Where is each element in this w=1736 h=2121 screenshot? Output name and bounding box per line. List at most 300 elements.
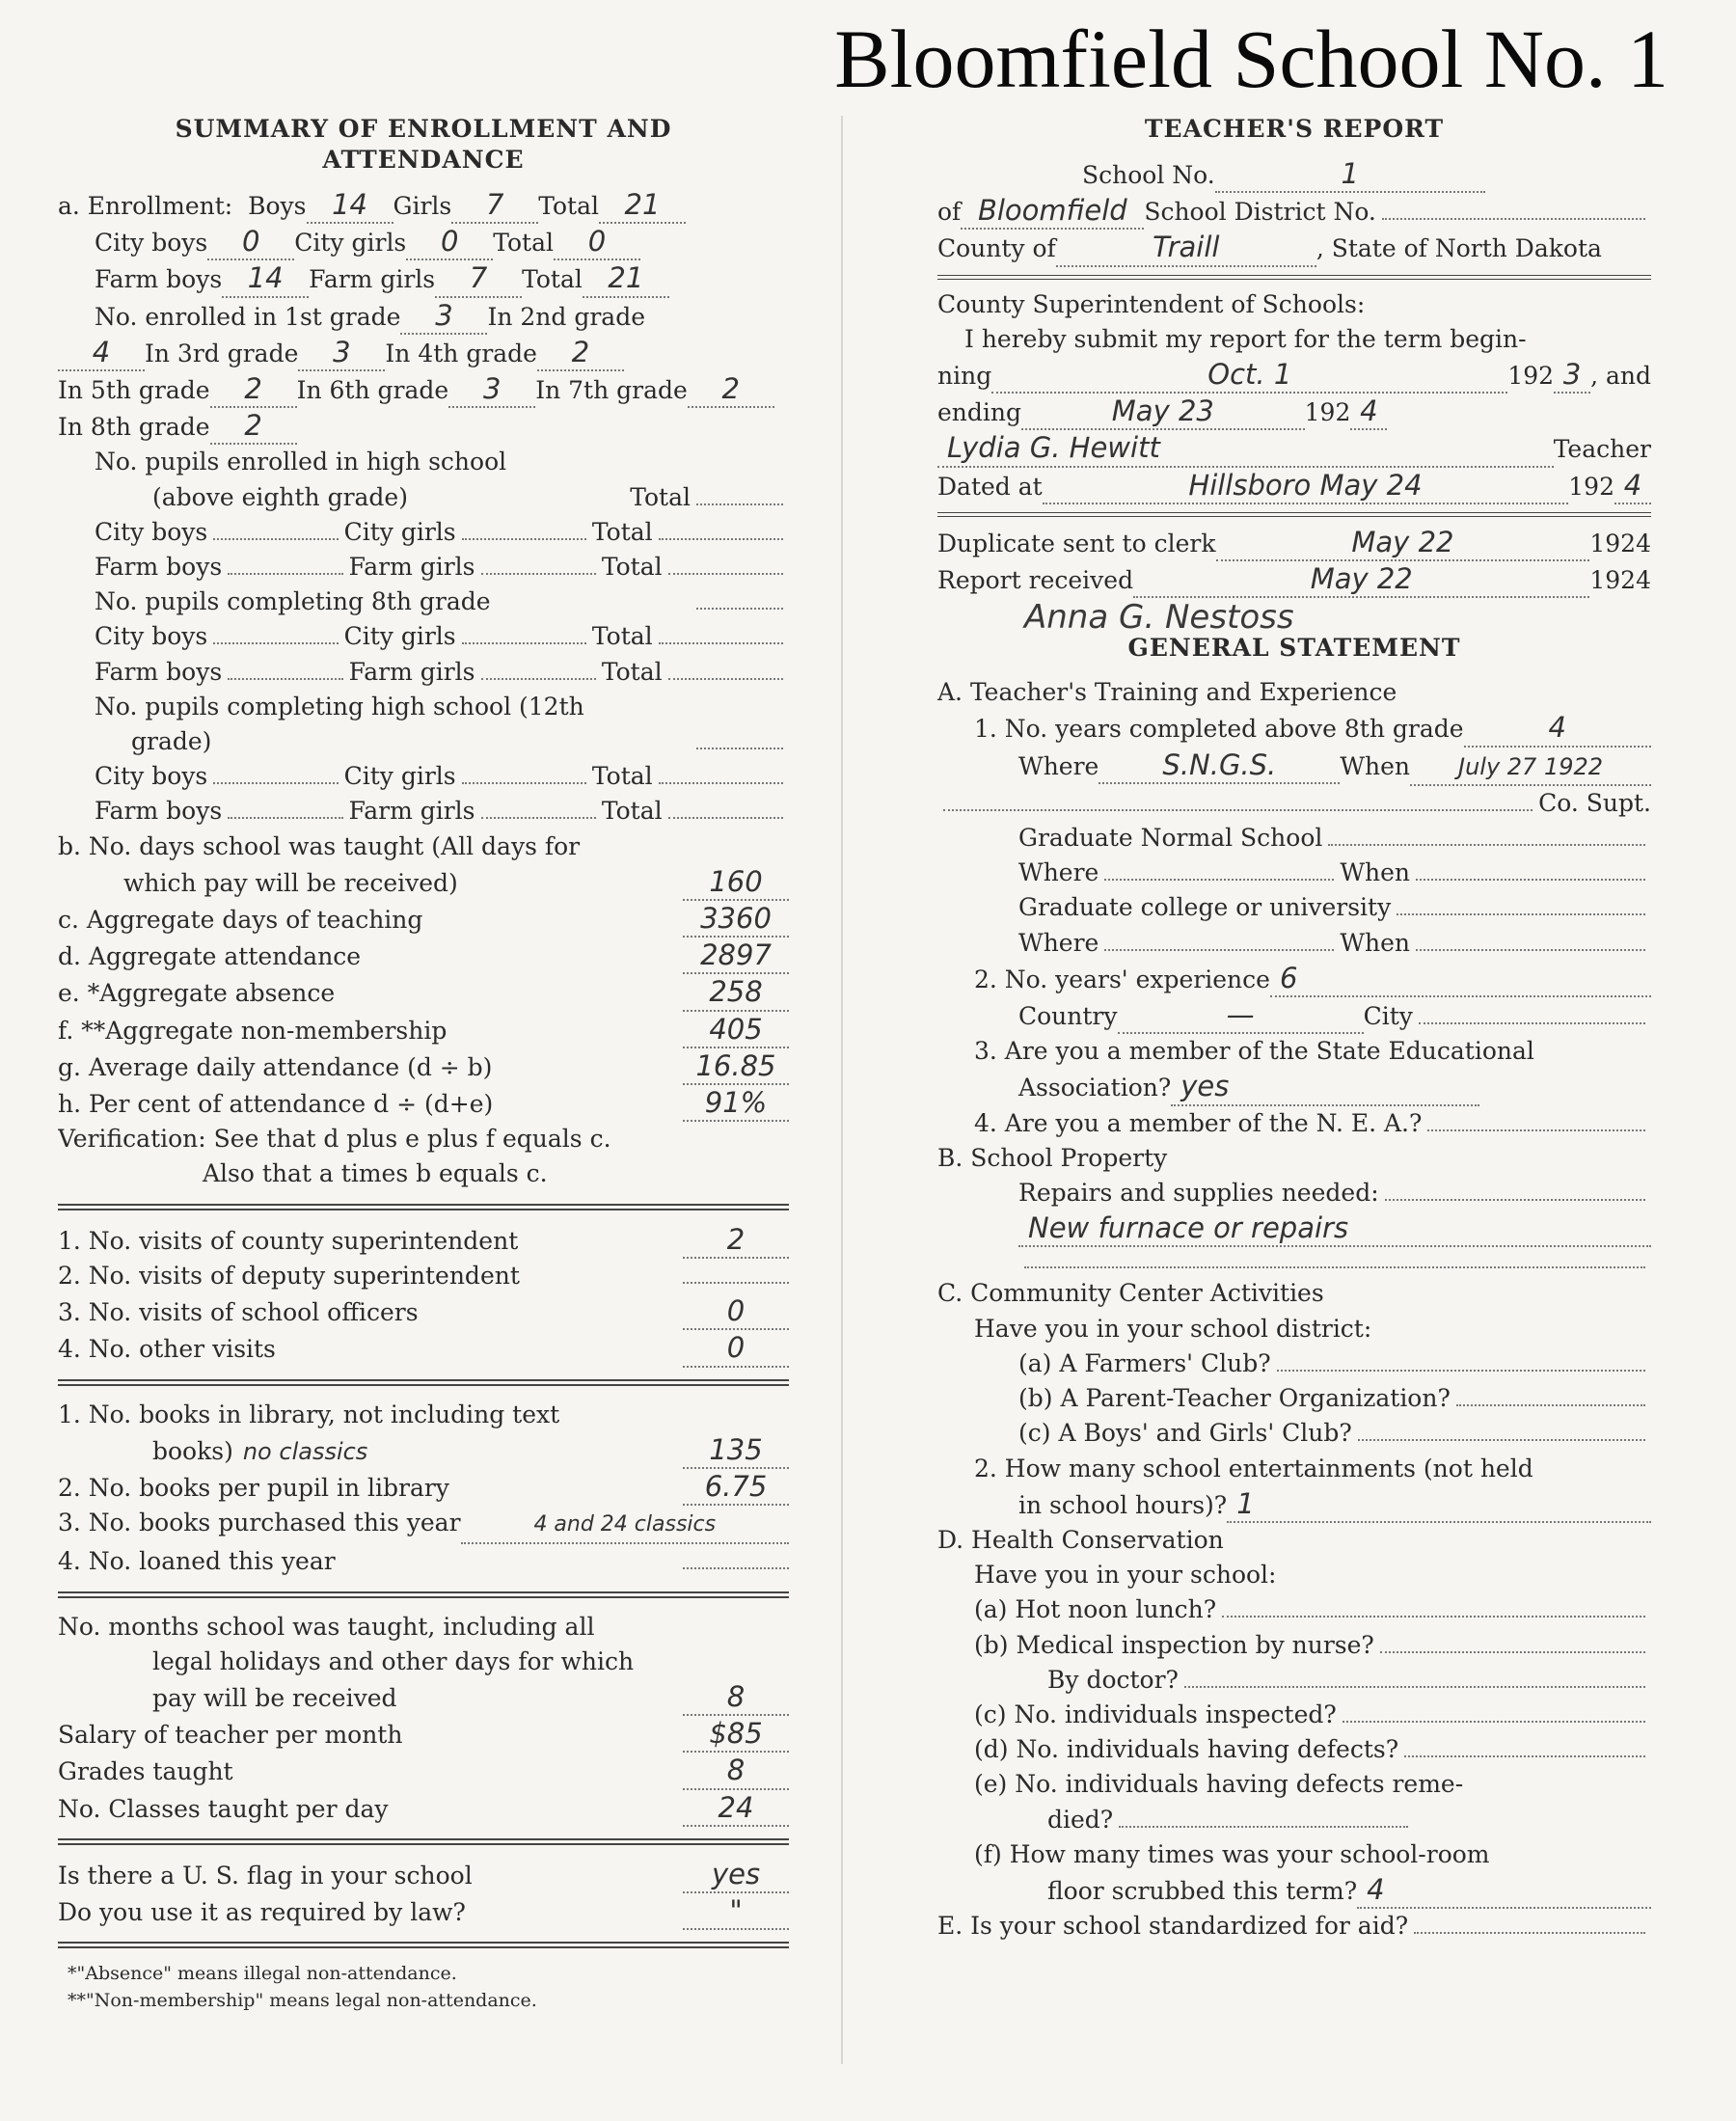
state-assoc-value[interactable]: yes xyxy=(1171,1069,1479,1105)
visits-county-value[interactable]: 2 xyxy=(683,1222,789,1259)
training-when-label: When xyxy=(1340,751,1411,780)
boys-girls-club-field[interactable] xyxy=(1358,1420,1645,1441)
community-sub-label: Have you in your school district: xyxy=(974,1314,1372,1343)
aggregate-attendance-label: d. Aggregate attendance xyxy=(58,942,362,971)
teacher-row xyxy=(937,430,1651,467)
remedied-field[interactable] xyxy=(1119,1807,1408,1828)
hs-farm-boys-field[interactable] xyxy=(228,554,342,575)
grade4-label: In 4th grade xyxy=(385,339,537,367)
entertainments-value[interactable]: 1 xyxy=(1227,1486,1651,1523)
inspected-field[interactable] xyxy=(1343,1701,1645,1723)
girls-label: Girls xyxy=(393,192,452,220)
dated-year-prefix: 192 xyxy=(1568,472,1614,501)
hs-city-girls-field[interactable] xyxy=(462,519,586,540)
remedied-row xyxy=(937,1803,1651,1837)
years-above-8th-row xyxy=(937,710,1651,747)
library-books-sub-label: books) xyxy=(152,1436,233,1465)
eighth-city-girls-field[interactable] xyxy=(462,623,586,644)
hs-total-field[interactable] xyxy=(696,484,783,505)
term-begin-row xyxy=(937,357,1651,394)
twelfth-city-boys-label: City boys xyxy=(95,762,208,791)
eighth-farm-girls-label: Farm girls xyxy=(348,657,475,686)
farm-girls-value[interactable]: 7 xyxy=(435,260,522,297)
boys-girls-club-label: (c) A Boys' and Girls' Club? xyxy=(1018,1419,1352,1448)
section-rule xyxy=(937,275,1651,280)
normal-school-row xyxy=(937,821,1651,856)
hs-farm-girls-field[interactable] xyxy=(481,554,596,575)
flag-row xyxy=(58,1857,789,1893)
experience-value[interactable]: 6 xyxy=(1270,961,1651,997)
term-begin-value[interactable]: Oct. 1 xyxy=(991,357,1507,394)
absence-footnote: *"Absence" means illegal non-attendance. xyxy=(68,1963,457,1985)
grades-taught-row xyxy=(58,1753,789,1789)
doctor-field[interactable] xyxy=(1184,1667,1645,1688)
enrollment-label: a. Enrollment: xyxy=(58,192,233,220)
district-name-value[interactable]: Bloomfield xyxy=(961,193,1144,230)
grade-row-2 xyxy=(58,335,789,371)
eighth-city-girls-label: City girls xyxy=(343,622,456,651)
city-boys-value[interactable]: 0 xyxy=(207,224,294,260)
term-end-value[interactable]: May 23 xyxy=(1021,394,1305,430)
county-row xyxy=(937,230,1651,266)
visits-other-label: 4. No. other visits xyxy=(58,1335,276,1364)
months-taught-label: No. months school was taught, including all xyxy=(58,1612,595,1641)
farm-boys-value[interactable]: 14 xyxy=(222,260,309,297)
health-sub-label: Have you in your school: xyxy=(974,1561,1277,1590)
college-label: Graduate college or university xyxy=(1018,893,1392,922)
scrubbed-value[interactable]: 4 xyxy=(1357,1872,1651,1909)
hs-farm-total-label: Total xyxy=(601,553,663,582)
standardized-field[interactable] xyxy=(1414,1913,1645,1934)
scrubbed-label: (f) How many times was your school-room xyxy=(974,1839,1490,1868)
received-row xyxy=(937,561,1651,598)
doctor-row xyxy=(937,1663,1651,1698)
hs-farm-row xyxy=(58,550,789,585)
books-purchased-row xyxy=(58,1506,789,1544)
eighth-farm-boys-field[interactable] xyxy=(228,659,342,680)
college-where-label: Where xyxy=(1018,928,1099,957)
city-boys-label: City boys xyxy=(95,229,208,258)
grade1-label: No. enrolled in 1st grade xyxy=(95,302,401,331)
hs-city-row xyxy=(58,515,789,550)
cosupt-label: Co. Supt. xyxy=(1538,788,1651,817)
nurse-field[interactable] xyxy=(1380,1632,1645,1653)
school-no-label: School No. xyxy=(1082,161,1215,189)
standardized-label: E. Is your school standardized for aid? xyxy=(937,1912,1409,1941)
farmers-club-row xyxy=(937,1346,1651,1381)
grade7-label: In 7th grade xyxy=(535,376,688,405)
experience-label: 2. No. years' experience xyxy=(974,965,1270,993)
doctor-label: By doctor? xyxy=(1047,1665,1179,1694)
library-books-label: 1. No. books in library, not including text xyxy=(58,1400,560,1428)
flag-label: Is there a U. S. flag in your school xyxy=(58,1861,473,1890)
flag-law-label: Do you use it as required by law? xyxy=(58,1897,466,1926)
term-begin-label: ning xyxy=(937,362,992,391)
pto-field[interactable] xyxy=(1456,1385,1645,1406)
visits-deputy-value[interactable] xyxy=(683,1282,789,1284)
school-no-value[interactable]: 1 xyxy=(1215,156,1485,193)
eighth-city-boys-field[interactable] xyxy=(213,623,338,644)
visits-deputy-row xyxy=(58,1259,789,1293)
farm-girls-label: Farm girls xyxy=(309,265,436,294)
library-books-row xyxy=(58,1432,789,1469)
section-d-label: D. Health Conservation xyxy=(937,1525,1224,1554)
farm-enrollment-row xyxy=(58,260,789,297)
city-girls-value[interactable]: 0 xyxy=(406,224,493,260)
repairs-line xyxy=(1385,1180,1645,1201)
grade6-value[interactable]: 3 xyxy=(448,371,535,408)
dated-row xyxy=(937,468,1651,504)
section-rule xyxy=(58,1379,789,1386)
twelfth-completing-field[interactable] xyxy=(696,728,783,749)
avg-attendance-row xyxy=(58,1048,789,1085)
visits-officers-value[interactable]: 0 xyxy=(683,1293,789,1330)
grade2-label: In 2nd grade xyxy=(487,302,645,331)
duplicate-value[interactable]: May 22 xyxy=(1216,525,1590,561)
state-assoc-label: 3. Are you a member of the State Educational xyxy=(974,1037,1534,1066)
nea-label: 4. Are you a member of the N. E. A.? xyxy=(974,1108,1423,1137)
farm-total-label: Total xyxy=(522,265,583,294)
attendance-heading: ATTENDANCE xyxy=(322,146,525,174)
section-b-label: B. School Property xyxy=(937,1143,1168,1172)
normal-when-field[interactable] xyxy=(1416,859,1645,881)
term-end-year[interactable]: 4 xyxy=(1350,394,1387,430)
state-label: , State of North Dakota xyxy=(1316,234,1602,263)
normal-school-label: Graduate Normal School xyxy=(1018,824,1323,853)
noon-lunch-label: (a) Hot noon lunch? xyxy=(974,1595,1217,1624)
hs-city-boys-field[interactable] xyxy=(213,519,338,540)
days-taught-value[interactable]: 160 xyxy=(683,864,789,901)
grade3-value[interactable]: 3 xyxy=(298,335,385,371)
grade7-value[interactable]: 2 xyxy=(688,371,774,408)
city-enrollment-row xyxy=(58,224,789,260)
twelfth-city-total-field[interactable] xyxy=(659,763,783,784)
non-membership-footnote: **"Non-membership" means legal non-attendance. xyxy=(68,1990,537,2012)
boys-value[interactable]: 14 xyxy=(307,187,393,224)
scrubbed-sub-label: floor scrubbed this term? xyxy=(1047,1876,1358,1905)
term-end-row xyxy=(937,394,1651,430)
total-label: Total xyxy=(538,192,599,220)
defects-row xyxy=(937,1732,1651,1767)
term-begin-year-prefix: 192 xyxy=(1507,362,1555,391)
state-assoc-row xyxy=(937,1069,1651,1105)
twelfth-city-row xyxy=(58,759,789,794)
college-row xyxy=(937,890,1651,925)
twelfth-city-total-label: Total xyxy=(591,762,653,791)
grade2-value[interactable]: 4 xyxy=(58,335,145,371)
library-books-value[interactable]: 135 xyxy=(683,1432,789,1469)
non-membership-label: f. **Aggregate non-membership xyxy=(58,1016,448,1045)
repairs-value-row xyxy=(937,1210,1651,1247)
aggregate-attendance-value[interactable]: 2897 xyxy=(683,938,789,974)
hs-city-total-field[interactable] xyxy=(659,519,783,540)
repairs-blank-field[interactable] xyxy=(1024,1247,1645,1268)
library-books-note: no classics xyxy=(242,1437,368,1465)
scrubbed-row xyxy=(937,1872,1651,1909)
teacher-name-value[interactable]: Lydia G. Hewitt xyxy=(937,430,1554,467)
received-value[interactable]: May 22 xyxy=(1133,561,1589,598)
district-no-label: School District No. xyxy=(1144,198,1376,227)
girls-value[interactable]: 7 xyxy=(451,187,538,224)
hs-city-boys-label: City boys xyxy=(95,517,208,546)
visits-officers-label: 3. No. visits of school officers xyxy=(58,1298,419,1327)
hs-above-eighth-label: (above eighth grade) xyxy=(152,482,408,511)
section-rule xyxy=(58,1942,789,1948)
section-c-label: C. Community Center Activities xyxy=(937,1279,1324,1308)
eighth-farm-row xyxy=(58,655,789,690)
and-label: , and xyxy=(1590,362,1651,391)
grade5-label: In 5th grade xyxy=(58,376,210,405)
superintendent-label: County Superintendent of Schools: xyxy=(937,289,1366,318)
eighth-city-total-field[interactable] xyxy=(659,623,783,644)
salary-value[interactable]: $85 xyxy=(683,1716,789,1753)
dated-year[interactable]: 4 xyxy=(1614,468,1651,504)
city-field[interactable] xyxy=(1419,1003,1645,1024)
non-membership-value[interactable]: 405 xyxy=(683,1012,789,1048)
term-end-year-prefix: 192 xyxy=(1304,398,1351,427)
classes-per-day-label: No. Classes taught per day xyxy=(58,1794,389,1823)
books-per-pupil-label: 2. No. books per pupil in library xyxy=(58,1473,449,1502)
grade5-value[interactable]: 2 xyxy=(210,371,297,408)
visits-other-value[interactable]: 0 xyxy=(683,1330,789,1367)
farmers-club-field[interactable] xyxy=(1277,1350,1645,1372)
grade4-value[interactable]: 2 xyxy=(537,335,624,371)
city-total-value[interactable]: 0 xyxy=(554,224,640,260)
percent-attendance-label: h. Per cent of attendance d ÷ (d+e) xyxy=(58,1090,494,1119)
normal-when-label: When xyxy=(1340,858,1411,887)
hs-farm-total-field[interactable] xyxy=(668,554,783,575)
months-taught-sub-label: pay will be received xyxy=(152,1683,397,1712)
aggregate-absence-label: e. *Aggregate absence xyxy=(58,979,336,1008)
aggregate-days-label: c. Aggregate days of teaching xyxy=(58,906,423,935)
verification-line-2: Also that a times b equals c. xyxy=(203,1159,548,1188)
hs-city-total-label: Total xyxy=(591,517,653,546)
books-per-pupil-value[interactable]: 6.75 xyxy=(683,1469,789,1506)
noon-lunch-row xyxy=(937,1592,1651,1627)
eighth-completing-row xyxy=(58,585,789,619)
defects-label: (d) No. individuals having defects? xyxy=(974,1735,1399,1764)
section-rule xyxy=(937,512,1651,517)
books-loaned-value[interactable] xyxy=(683,1567,789,1569)
twelfth-city-boys-field[interactable] xyxy=(213,763,338,784)
aggregate-absence-value[interactable]: 258 xyxy=(683,974,789,1011)
eighth-city-row xyxy=(58,619,789,654)
farm-total-value[interactable]: 21 xyxy=(583,260,669,297)
visits-county-row xyxy=(58,1222,789,1259)
flag-value[interactable]: yes xyxy=(683,1857,789,1893)
pto-row xyxy=(937,1381,1651,1416)
training-where-value[interactable]: S.N.G.S. xyxy=(1099,748,1340,784)
classes-per-day-value[interactable]: 24 xyxy=(683,1790,789,1827)
column-divider xyxy=(841,116,843,2064)
general-statement-heading: GENERAL STATEMENT xyxy=(1127,634,1461,663)
submit-text: I hereby submit my report for the term begin- xyxy=(964,324,1527,353)
grade8-value[interactable]: 2 xyxy=(210,408,297,445)
flag-law-value[interactable]: " xyxy=(683,1893,789,1930)
normal-school-field[interactable] xyxy=(1328,825,1645,846)
state-assoc-sub-label: Association? xyxy=(1018,1074,1172,1102)
total-value[interactable]: 21 xyxy=(599,187,686,224)
repairs-value[interactable]: New furnace or repairs xyxy=(1018,1210,1651,1247)
section-a-label: A. Teacher's Training and Experience xyxy=(937,678,1397,707)
received-year: 1924 xyxy=(1589,566,1651,595)
superintendent-signature: Anna G. Nestoss xyxy=(1024,598,1294,638)
normal-where-row xyxy=(937,856,1651,890)
hs-farm-girls-label: Farm girls xyxy=(348,553,475,582)
days-taught-row xyxy=(58,864,789,901)
boys-girls-club-row xyxy=(937,1416,1651,1451)
eighth-farm-boys-label: Farm boys xyxy=(95,657,223,686)
section-rule xyxy=(58,1204,789,1210)
college-where-field[interactable] xyxy=(1104,930,1334,951)
duplicate-row xyxy=(937,525,1651,561)
repairs-row xyxy=(937,1176,1651,1210)
hs-enrolled-label: No. pupils enrolled in high school xyxy=(95,448,507,476)
noon-lunch-field[interactable] xyxy=(1222,1596,1645,1618)
twelfth-city-girls-label: City girls xyxy=(343,762,456,791)
verification-line: Verification: See that d plus e plus f equals c. xyxy=(58,1125,611,1154)
repairs-label: Repairs and supplies needed: xyxy=(1018,1179,1379,1208)
grade8-label: In 8th grade xyxy=(58,413,210,442)
training-where-row xyxy=(937,748,1651,786)
farm-boys-label: Farm boys xyxy=(95,265,223,294)
grade-row-4 xyxy=(58,408,789,445)
pto-label: (b) A Parent-Teacher Organization? xyxy=(1018,1384,1451,1413)
country-label: Country xyxy=(1018,1002,1118,1031)
twelfth-farm-girls-label: Farm girls xyxy=(348,797,475,826)
grades-taught-value[interactable]: 8 xyxy=(683,1753,789,1789)
nurse-row xyxy=(937,1628,1651,1663)
nurse-label: (b) Medical inspection by nurse? xyxy=(974,1630,1374,1659)
twelfth-farm-total-field[interactable] xyxy=(668,798,783,819)
visits-officers-row xyxy=(58,1293,789,1330)
visits-deputy-label: 2. No. visits of deputy superintendent xyxy=(58,1261,520,1290)
of-label: of xyxy=(937,198,962,227)
duplicate-year: 1924 xyxy=(1589,529,1651,557)
avg-attendance-label: g. Average daily attendance (d ÷ b) xyxy=(58,1052,493,1081)
boys-label: Boys xyxy=(248,192,307,220)
eighth-completing-label: No. pupils completing 8th grade xyxy=(95,587,491,616)
term-end-label: ending xyxy=(937,398,1021,427)
section-rule xyxy=(58,1591,789,1598)
country-city-row xyxy=(937,997,1651,1034)
twelfth-farm-boys-label: Farm boys xyxy=(95,797,223,826)
twelfth-farm-row xyxy=(58,794,789,829)
teacher-label: Teacher xyxy=(1553,435,1651,464)
received-label: Report received xyxy=(937,566,1134,595)
school-no-row xyxy=(937,156,1651,193)
entertainments-row xyxy=(937,1486,1651,1523)
page-title: Bloomfield School No. 1 xyxy=(834,13,1668,105)
books-per-pupil-row xyxy=(58,1469,789,1506)
training-when-value[interactable]: July 27 1922 xyxy=(1410,749,1651,786)
dated-label: Dated at xyxy=(937,472,1043,501)
twelfth-city-girls-field[interactable] xyxy=(462,763,586,784)
cosupt-field[interactable] xyxy=(943,790,1533,811)
eighth-farm-total-field[interactable] xyxy=(668,659,783,680)
college-when-field[interactable] xyxy=(1416,930,1645,951)
hs-enrolled-row xyxy=(58,480,789,515)
eighth-city-total-label: Total xyxy=(591,622,653,651)
twelfth-farm-girls-field[interactable] xyxy=(481,798,596,819)
inspected-label: (c) No. individuals inspected? xyxy=(974,1700,1337,1728)
classes-per-day-row xyxy=(58,1790,789,1827)
aggregate-days-row xyxy=(58,901,789,938)
county-value[interactable]: Traill xyxy=(1056,230,1316,266)
months-taught-row xyxy=(58,1679,789,1716)
enrollment-heading: SUMMARY OF ENROLLMENT AND xyxy=(175,115,672,143)
farmers-club-label: (a) A Farmers' Club? xyxy=(1018,1348,1271,1377)
inspected-row xyxy=(937,1698,1651,1732)
months-taught-value[interactable]: 8 xyxy=(683,1679,789,1716)
term-begin-year[interactable]: 3 xyxy=(1554,357,1590,394)
section-rule xyxy=(58,1838,789,1845)
avg-attendance-value[interactable]: 16.85 xyxy=(683,1048,789,1085)
grade-row-1 xyxy=(58,298,789,335)
district-no-field[interactable] xyxy=(1382,199,1645,220)
teachers-report-heading: TEACHER'S REPORT xyxy=(1144,115,1445,143)
enrollment-row xyxy=(58,187,789,224)
dated-value[interactable]: Hillsboro May 24 xyxy=(1043,468,1569,504)
grades-taught-label: Grades taught xyxy=(58,1757,233,1786)
defects-field[interactable] xyxy=(1404,1736,1645,1757)
eighth-farm-girls-field[interactable] xyxy=(481,659,596,680)
eighth-completing-field[interactable] xyxy=(696,588,783,610)
aggregate-days-value[interactable]: 3360 xyxy=(683,901,789,938)
teachers-report-column xyxy=(937,108,1651,1944)
non-membership-row xyxy=(58,1012,789,1048)
repairs-blank-row xyxy=(937,1247,1651,1268)
nea-row xyxy=(937,1106,1651,1141)
books-purchased-value[interactable]: 4 and 24 classics xyxy=(461,1508,789,1544)
percent-attendance-row xyxy=(58,1085,789,1122)
enrollment-summary-column xyxy=(58,108,789,2014)
city-label: City xyxy=(1363,1002,1413,1031)
aggregate-absence-row xyxy=(58,974,789,1011)
entertainments-label: 2. How many school entertainments (not held xyxy=(974,1454,1533,1482)
grade-row-3 xyxy=(58,371,789,408)
grade6-label: In 6th grade xyxy=(296,376,449,405)
twelfth-farm-boys-field[interactable] xyxy=(228,798,342,819)
percent-attendance-value[interactable]: 91% xyxy=(683,1085,789,1122)
normal-where-label: Where xyxy=(1018,858,1099,887)
salary-label: Salary of teacher per month xyxy=(58,1721,403,1750)
grade1-value[interactable]: 3 xyxy=(400,298,487,335)
college-where-row xyxy=(937,926,1651,961)
visits-county-label: 1. No. visits of county superintendent xyxy=(58,1226,519,1255)
hs-total-label: Total xyxy=(630,482,691,511)
college-field[interactable] xyxy=(1397,894,1645,915)
days-taught-label: b. No. days school was taught (All days for xyxy=(58,831,581,860)
city-girls-label: City girls xyxy=(294,229,407,258)
twelfth-grade-label: grade) xyxy=(131,727,212,756)
country-value[interactable]: — xyxy=(1118,997,1364,1034)
normal-where-field[interactable] xyxy=(1104,859,1334,881)
duplicate-label: Duplicate sent to clerk xyxy=(937,529,1216,557)
entertainments-sub-label: in school hours)? xyxy=(1018,1490,1228,1519)
eighth-farm-total-label: Total xyxy=(601,657,663,686)
standardized-row xyxy=(937,1909,1651,1944)
months-taught-label-2: legal holidays and other days for which xyxy=(152,1646,635,1675)
years-above-8th-value[interactable]: 4 xyxy=(1464,710,1651,747)
training-where-label: Where xyxy=(1018,751,1099,780)
days-taught-sub-label: which pay will be received) xyxy=(123,868,458,897)
years-above-8th-label: 1. No. years completed above 8th grade xyxy=(974,715,1464,744)
twelfth-completing-row xyxy=(58,724,789,759)
nea-field[interactable] xyxy=(1427,1110,1645,1131)
salary-row xyxy=(58,1716,789,1753)
district-row xyxy=(937,193,1651,230)
